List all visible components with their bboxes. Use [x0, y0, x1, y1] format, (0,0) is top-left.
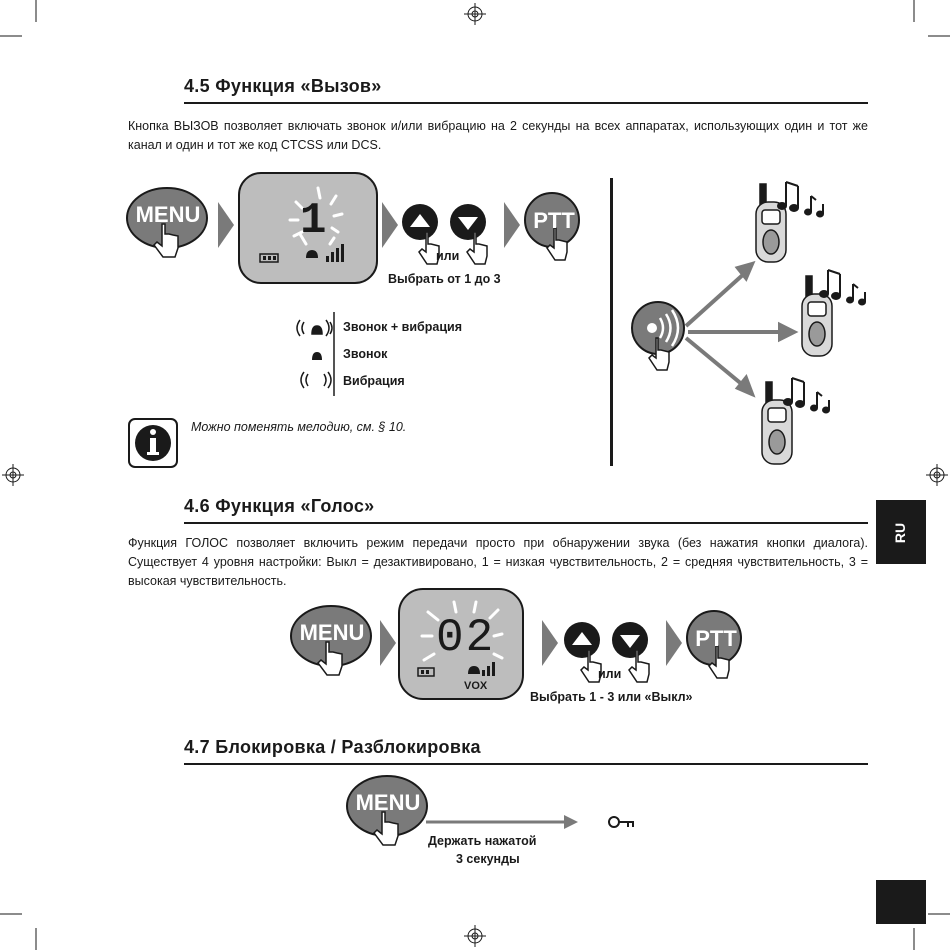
chevron-right-icon: [664, 618, 684, 668]
hold-arrow: [426, 812, 646, 832]
chevron-right-icon: [380, 200, 400, 250]
hold-caption-line1: Держать нажатой: [428, 834, 537, 848]
or-label: или: [436, 249, 460, 263]
voice-description: Функция ГОЛОС позволяет включить режим передачи просто при обнаружении звука (без нажатия кнопки диалога). Существует 4 уровня настройки: Выкл = дезактивировано, 1 = низкая чувствительность, 2 = средняя чувствительность, 3 = высокая чувствительность.: [128, 536, 868, 588]
bell-icon: [312, 352, 322, 360]
page-corner-block: [876, 880, 926, 924]
menu-button-label: MENU: [299, 620, 365, 645]
legend-vibrate: Вибрация: [343, 374, 405, 388]
section-heading-lock: 4.7 Блокировка / Разблокировка: [184, 737, 481, 757]
walkie-talkie-icon: [762, 382, 792, 464]
call-description: Кнопка ВЫЗОВ позволяет включать звонок и/или вибрацию на 2 секунды на всех аппаратах, использующих один и тот же канал и один и тот же код CTCSS или DCS.: [128, 119, 868, 152]
down-button[interactable]: [450, 204, 486, 240]
section-heading-call: 4.5 Функция «Вызов»: [184, 76, 382, 96]
chevron-right-icon: [216, 200, 236, 250]
melody-note: Можно поменять мелодию, см. § 10.: [191, 420, 407, 434]
section-rule: [184, 102, 868, 104]
bell-vibrate-icon: [297, 320, 332, 336]
legend-ring-vibrate: Звонок + вибрация: [343, 320, 463, 334]
menu-button-label: MENU: [355, 790, 421, 815]
legend-ring: Звонок: [343, 347, 388, 361]
language-tab-label: RU: [892, 522, 908, 544]
walkie-talkie-icon: [756, 184, 786, 262]
chevron-right-icon: [378, 618, 398, 668]
divider: [610, 178, 613, 466]
menu-button-label: MENU: [135, 202, 201, 227]
up-button[interactable]: [564, 622, 600, 658]
section-rule: [184, 522, 868, 524]
crosshair-icon: [464, 3, 486, 25]
menu-button-lock[interactable]: [346, 774, 436, 858]
legend-icons: [294, 312, 340, 396]
vibrate-icon: [301, 372, 331, 388]
select-vox-caption: Выбрать 1 - 3 или «Выкл»: [530, 690, 693, 704]
vox-label: VOX: [464, 680, 488, 692]
or-label: или: [598, 667, 622, 681]
select-range-caption: Выбрать от 1 до 3: [388, 272, 501, 286]
hold-caption-line2: 3 секунды: [456, 852, 520, 866]
call-broadcast-illustration: [626, 176, 866, 472]
menu-button-voice[interactable]: [290, 604, 380, 688]
info-icon: [128, 418, 178, 468]
key-icon: [609, 817, 634, 827]
chevron-right-icon: [502, 200, 522, 250]
lcd-channel-digit: 1: [300, 196, 327, 246]
ptt-label: PTT: [695, 626, 737, 651]
call-button-icon: [632, 302, 684, 370]
up-button[interactable]: [402, 204, 438, 240]
lcd-vox-digits: 02: [436, 612, 496, 664]
down-button[interactable]: [612, 622, 648, 658]
section-heading-voice: 4.6 Функция «Голос»: [184, 496, 375, 516]
chevron-right-icon: [540, 618, 560, 668]
section-rule: [184, 763, 868, 765]
ptt-label: PTT: [533, 208, 575, 233]
